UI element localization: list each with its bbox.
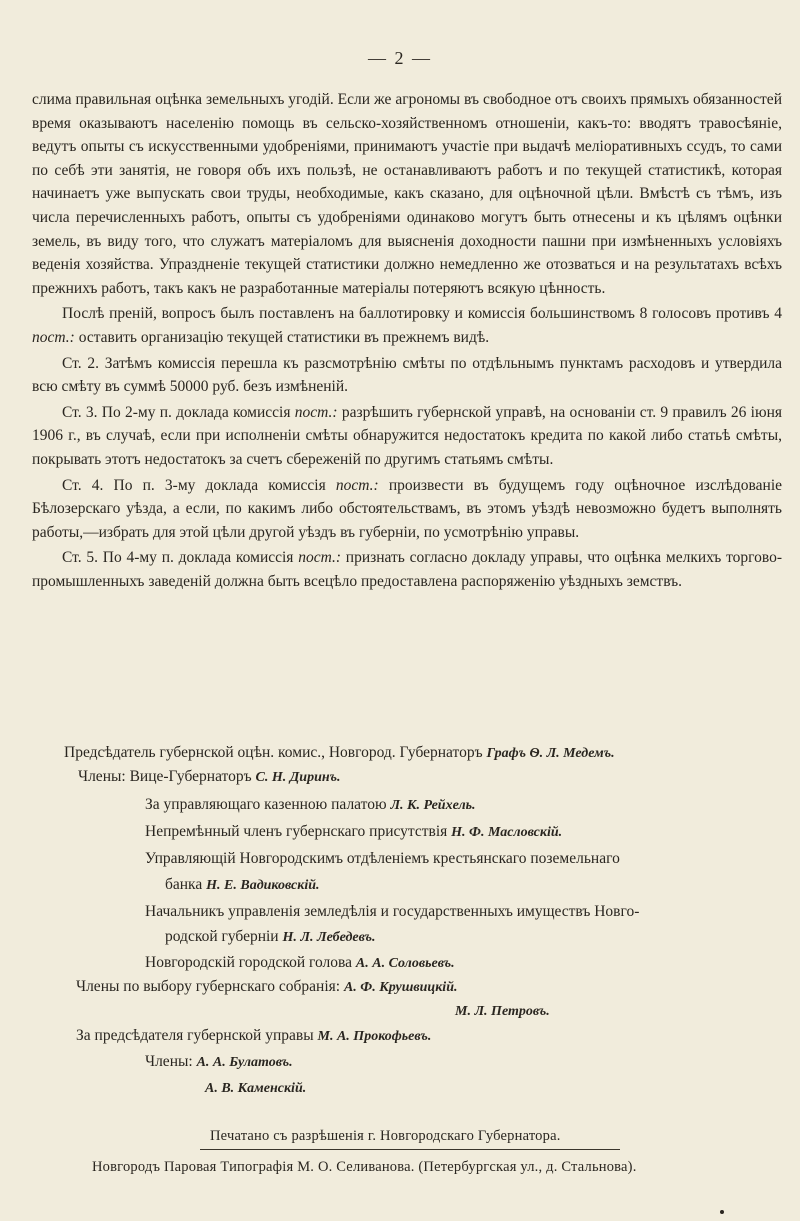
signature-elected-1: Члены по выбору губернскаго собранія: А. Ф. Крушвицкій. [76, 978, 458, 995]
paragraph-st3: Ст. 3. По 2-му п. доклада комиссія пост.: разрѣшить губернской управѣ, на основаніи ст. 9 правилъ 26 іюня 1906 г., въ случаѣ, если при исполненіи смѣты обнаружится недостатокъ кредита по какой либо статьѣ смѣты, покрывать этотъ недостатокъ за счетъ сбереженій по другимъ статьямъ смѣты. [32, 403, 782, 468]
signature-board-member-2: А. В. Каменскій. [205, 1081, 307, 1096]
paragraph-st4: Ст. 4. По п. 3-му доклада комиссія пост.: произвести въ будущемъ году оцѣночное изслѣдованіе Бѣлозерскаго уѣзда, а если, по какимъ либо обстоятельствамъ, въ этомъ уѣздѣ невозможно будетъ выполнять работы,—избрать для этой цѣли другой уѣздъ въ губерніи, по усмотрѣнію управы. [32, 476, 782, 541]
signature-bank-line1: Управляющій Новгородскимъ отдѣленіемъ крестьянскаго поземельнаго [145, 850, 620, 867]
printer-footer: Новгородъ Паровая Типографія М. О. Селиванова. (Петербургская ул., д. Стальнова). [92, 1159, 637, 1175]
signature-board-member-1: Члены: А. А. Булатовъ. [145, 1053, 293, 1070]
ink-dot [720, 1210, 724, 1214]
signature-agriculture-line1: Начальникъ управленія земледѣлія и государственныхъ имуществъ Новго- [145, 903, 640, 920]
signature-chairman: Предсѣдатель губернской оцѣн. комис., Новгород. Губернаторъ Графъ Ѳ. Л. Медемъ. [64, 744, 615, 761]
signature-bank-line2: банка Н. Е. Вадиковскій. [165, 876, 320, 893]
paragraph-st5: Ст. 5. По 4-му п. доклада комиссія пост.: признать согласно докладу управы, что оцѣнка мелкихъ торгово-промышленныхъ заведеній должна быть всецѣло предоставлена распоряженію уѣздныхъ земствъ. [32, 549, 783, 590]
signature-treasury: За управляющаго казенною палатою Л. К. Рейхель. [145, 796, 476, 813]
imprint-line: Печатано съ разрѣшенія г. Новгородскаго Губернатора. [210, 1128, 561, 1144]
paragraph-1: слима правильная оцѣнка земельныхъ угодій. Если же агрономы въ свободное отъ своихъ прямыхъ обязанностей время оказываютъ населенію помощь въ сельско-хозяйственномъ отношеніи, какъ-то: вводятъ травосѣяніе, ведутъ опыты съ искусственными удобреніями, принимаютъ участіе при выдачѣ меліоративныхъ ссудъ, то сами по себѣ эти занятія, не говоря объ ихъ пользѣ, не останавливаютъ работъ и по текущей статистикѣ, которая начинаетъ уже выпускать свои труды, необходимые, какъ сказано, для оцѣночной цѣли. Вмѣстѣ съ тѣмъ, изъ числа перечисленныхъ работъ, опыты съ удобреніями одинаково могутъ быть отнесены и къ цѣлямъ оцѣнки земель, въ виду того, что служатъ матеріаломъ для выясненія доходности пашни при измѣненныхъ условіяхъ веденія хозяйства. Упраздненіе текущей статистики должно немедленно же отозваться и на результатахъ всѣхъ прежнихъ работъ, такъ какъ не разработанные матеріалы потеряютъ всякую цѣнность. [32, 91, 782, 297]
signature-elected-2: М. Л. Петровъ. [455, 1004, 550, 1019]
signature-agriculture-line2: родской губерніи Н. Л. Лебедевъ. [165, 928, 376, 945]
body-text [32, 88, 782, 593]
paragraph-2: Послѣ преній, вопросъ былъ поставленъ на баллотировку и комиссія большинствомъ 8 голосовъ противъ 4 пост.: оставить организацію текущей статистики въ прежнемъ видѣ. [32, 305, 782, 346]
signature-city-head: Новгородскій городской голова А. А. Соловьевъ. [145, 954, 455, 971]
signature-vice-governor: Члены: Вице-Губернаторъ С. Н. Диринъ. [78, 768, 341, 785]
divider [200, 1149, 620, 1150]
page-number: — 2 — [368, 48, 432, 68]
paragraph-st2: Ст. 2. Затѣмъ комиссія перешла къ разсмотрѣнію смѣты по отдѣльнымъ пунктамъ расходовъ и утвердила всю смѣту въ суммѣ 50000 руб. безъ измѣненій. [32, 354, 782, 396]
signature-permanent-member: Непремѣнный членъ губернскаго присутствія Н. Ф. Масловскій. [145, 823, 563, 840]
signature-board-chair: За предсѣдателя губернской управы М. А. Прокофьевъ. [76, 1027, 432, 1044]
